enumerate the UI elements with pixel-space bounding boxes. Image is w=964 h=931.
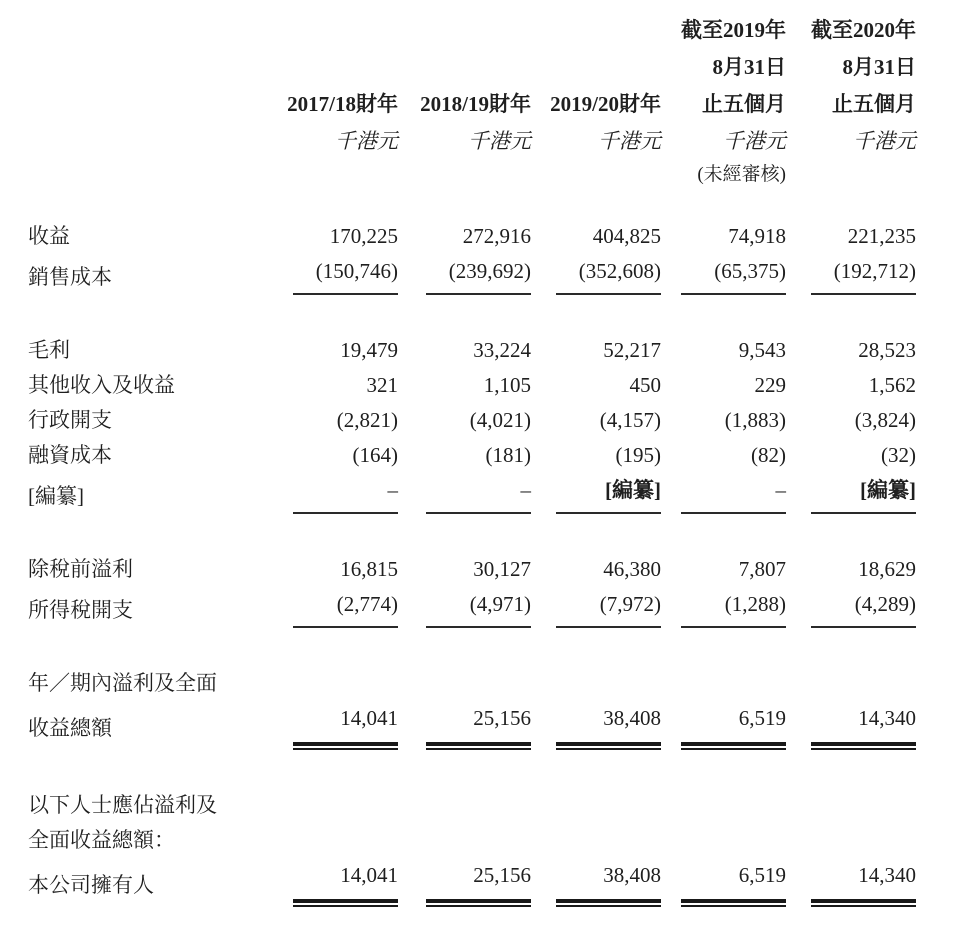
cell-value: 229 — [754, 373, 786, 397]
column-unit-label: 千港元 — [853, 129, 916, 153]
value-cell — [786, 788, 916, 823]
cell-value: 30,127 — [473, 557, 531, 581]
cell-value: (1,883) — [724, 408, 786, 432]
row-label: 銷售成本 — [28, 265, 112, 289]
value-cell — [398, 438, 531, 473]
value-cell — [283, 438, 398, 473]
cell-value: [編纂] — [811, 473, 916, 514]
spacer-cell — [28, 746, 916, 788]
table-row — [28, 666, 916, 701]
value-cell — [531, 552, 661, 587]
row-label: 收益總額 — [28, 716, 112, 740]
value-cell — [398, 858, 531, 903]
value-cell — [283, 552, 398, 587]
cell-value — [426, 823, 531, 858]
cell-value: 19,479 — [340, 338, 398, 362]
column-header-line: 截至2020年 — [811, 18, 916, 42]
cell-value: [編纂] — [556, 473, 661, 514]
cell-value: 52,217 — [603, 338, 661, 362]
spacer-cell — [28, 628, 916, 666]
value-cell — [398, 666, 531, 701]
cell-value: (181) — [485, 443, 531, 467]
cell-value — [681, 823, 786, 858]
cell-value: (4,157) — [599, 408, 661, 432]
cell-value — [293, 666, 398, 701]
column-unit-label: 千港元 — [335, 129, 398, 153]
column-header-line: 2019/20財年 — [550, 92, 661, 116]
table-row — [28, 587, 916, 628]
column-unaudited-note — [398, 160, 531, 193]
cell-value — [556, 788, 661, 823]
value-cell — [661, 219, 786, 254]
column-header-line: 截至2019年 — [681, 18, 786, 42]
table-row — [28, 788, 916, 823]
cell-value: (65,375) — [681, 254, 786, 295]
value-cell — [786, 368, 916, 403]
column-unit-label: 千港元 — [468, 129, 531, 153]
value-cell — [661, 823, 786, 858]
value-cell — [283, 666, 398, 701]
value-cell — [398, 333, 531, 368]
section-spacer — [28, 514, 916, 552]
header-row — [28, 12, 916, 193]
column-header-line — [531, 12, 661, 49]
cell-value: (3,824) — [854, 408, 916, 432]
value-cell — [398, 368, 531, 403]
cell-value: (195) — [615, 443, 661, 467]
table-row — [28, 858, 916, 903]
column-unaudited-note — [786, 160, 916, 193]
value-cell — [531, 587, 661, 628]
value-cell — [398, 701, 531, 746]
column-header-line: 8月31日 — [712, 55, 786, 79]
cell-value: 6,519 — [681, 858, 786, 903]
value-cell — [398, 552, 531, 587]
cell-value: 38,408 — [556, 858, 661, 903]
row-label: 全面收益總額： — [28, 828, 175, 852]
value-cell — [661, 788, 786, 823]
cell-value: – — [681, 473, 786, 514]
column-header-line — [398, 49, 531, 86]
value-cell — [398, 219, 531, 254]
cell-value — [426, 788, 531, 823]
value-cell — [661, 368, 786, 403]
cell-value: (1,288) — [681, 587, 786, 628]
value-cell — [786, 587, 916, 628]
value-cell — [283, 368, 398, 403]
cell-value: (2,821) — [336, 408, 398, 432]
value-cell — [398, 473, 531, 514]
value-cell — [283, 858, 398, 903]
cell-value: (164) — [352, 443, 398, 467]
cell-value — [681, 666, 786, 701]
cell-value: 33,224 — [473, 338, 531, 362]
value-cell — [661, 701, 786, 746]
income-statement-table — [28, 12, 916, 903]
cell-value: 25,156 — [426, 858, 531, 903]
table-row — [28, 552, 916, 587]
cell-value: 14,041 — [293, 858, 398, 903]
column-header — [531, 12, 661, 193]
value-cell — [531, 219, 661, 254]
value-cell — [661, 254, 786, 295]
column-header — [283, 12, 398, 193]
column-header — [661, 12, 786, 193]
value-cell — [531, 368, 661, 403]
cell-value: 221,235 — [847, 224, 916, 248]
table-row — [28, 823, 916, 858]
column-header-line: 止五個月 — [702, 92, 786, 116]
value-cell — [531, 788, 661, 823]
value-cell — [283, 219, 398, 254]
value-cell — [661, 587, 786, 628]
section-spacer — [28, 628, 916, 666]
row-label: 所得稅開支 — [28, 598, 133, 622]
cell-value: 25,156 — [426, 701, 531, 746]
value-cell — [398, 403, 531, 438]
cell-value: (32) — [881, 443, 916, 467]
column-unaudited-note: (未經審核) — [697, 164, 786, 185]
value-cell — [661, 666, 786, 701]
cell-value: 14,041 — [293, 701, 398, 746]
column-header-line: 止五個月 — [832, 92, 916, 116]
column-header-line — [283, 12, 398, 49]
value-cell — [531, 403, 661, 438]
value-cell — [786, 333, 916, 368]
value-cell — [531, 823, 661, 858]
value-cell — [283, 701, 398, 746]
value-cell — [531, 333, 661, 368]
cell-value: 272,916 — [462, 224, 531, 248]
cell-value: (192,712) — [811, 254, 916, 295]
cell-value — [556, 823, 661, 858]
value-cell — [661, 858, 786, 903]
table-header — [28, 12, 916, 193]
column-unaudited-note — [283, 160, 398, 193]
table-row — [28, 473, 916, 514]
cell-value: – — [293, 473, 398, 514]
cell-value: 7,807 — [738, 557, 786, 581]
column-header-line: 8月31日 — [842, 55, 916, 79]
cell-value: 1,105 — [483, 373, 531, 397]
cell-value: 14,340 — [811, 701, 916, 746]
value-cell — [786, 858, 916, 903]
cell-value: 170,225 — [329, 224, 398, 248]
value-cell — [786, 403, 916, 438]
cell-value — [681, 788, 786, 823]
cell-value: 28,523 — [858, 338, 916, 362]
cell-value — [811, 788, 916, 823]
value-cell — [398, 788, 531, 823]
cell-value — [811, 823, 916, 858]
value-cell — [531, 438, 661, 473]
value-cell — [786, 701, 916, 746]
spacer-cell — [28, 193, 916, 219]
table-row — [28, 368, 916, 403]
cell-value: 321 — [366, 373, 398, 397]
column-header-line — [531, 49, 661, 86]
row-label: 收益 — [28, 224, 70, 248]
value-cell — [531, 473, 661, 514]
cell-value: 16,815 — [340, 557, 398, 581]
cell-value: – — [426, 473, 531, 514]
column-header-line: 2018/19財年 — [420, 92, 531, 116]
cell-value: 450 — [629, 373, 661, 397]
cell-value: (7,972) — [556, 587, 661, 628]
column-unaudited-note — [531, 160, 661, 193]
value-cell — [661, 473, 786, 514]
column-header-line — [398, 12, 531, 49]
cell-value: (4,021) — [469, 408, 531, 432]
value-cell — [531, 666, 661, 701]
value-cell — [786, 823, 916, 858]
value-cell — [398, 823, 531, 858]
row-label: 本公司擁有人 — [28, 873, 154, 897]
cell-value: 6,519 — [681, 701, 786, 746]
section-spacer — [28, 295, 916, 333]
value-cell — [398, 587, 531, 628]
cell-value: 46,380 — [603, 557, 661, 581]
cell-value: (4,971) — [426, 587, 531, 628]
column-unit-label: 千港元 — [598, 129, 661, 153]
cell-value: (352,608) — [556, 254, 661, 295]
cell-value: (239,692) — [426, 254, 531, 295]
cell-value: 1,562 — [868, 373, 916, 397]
value-cell — [661, 333, 786, 368]
cell-value — [293, 823, 398, 858]
section-spacer — [28, 193, 916, 219]
value-cell — [531, 858, 661, 903]
cell-value: 38,408 — [556, 701, 661, 746]
value-cell — [661, 552, 786, 587]
cell-value: 404,825 — [592, 224, 661, 248]
value-cell — [786, 552, 916, 587]
row-label: 其他收入及收益 — [28, 373, 175, 397]
table-row — [28, 438, 916, 473]
value-cell — [786, 219, 916, 254]
value-cell — [283, 788, 398, 823]
table-body — [28, 193, 916, 903]
table-row — [28, 701, 916, 746]
column-header — [786, 12, 916, 193]
value-cell — [786, 473, 916, 514]
value-cell — [283, 333, 398, 368]
value-cell — [786, 666, 916, 701]
financial-statement-page — [0, 12, 964, 931]
column-header-line — [283, 49, 398, 86]
value-cell — [531, 254, 661, 295]
cell-value: (4,289) — [811, 587, 916, 628]
spacer-cell — [28, 514, 916, 552]
cell-value — [293, 788, 398, 823]
cell-value — [426, 666, 531, 701]
row-label: 以下人士應佔溢利及 — [28, 793, 217, 817]
cell-value: (150,746) — [293, 254, 398, 295]
table-row — [28, 333, 916, 368]
cell-value: (82) — [751, 443, 786, 467]
value-cell — [283, 823, 398, 858]
value-cell — [786, 438, 916, 473]
cell-value — [811, 666, 916, 701]
row-label: 除稅前溢利 — [28, 557, 133, 581]
value-cell — [786, 254, 916, 295]
cell-value: 18,629 — [858, 557, 916, 581]
row-label: 行政開支 — [28, 408, 112, 432]
value-cell — [661, 403, 786, 438]
value-cell — [283, 254, 398, 295]
row-label: 毛利 — [28, 338, 70, 362]
row-label: [編纂] — [28, 484, 84, 508]
column-header — [398, 12, 531, 193]
value-cell — [661, 438, 786, 473]
value-cell — [398, 254, 531, 295]
value-cell — [283, 473, 398, 514]
cell-value — [556, 666, 661, 701]
section-spacer — [28, 746, 916, 788]
table-row — [28, 254, 916, 295]
cell-value: 9,543 — [738, 338, 786, 362]
spacer-cell — [28, 295, 916, 333]
table-row — [28, 403, 916, 438]
column-unit-label: 千港元 — [723, 129, 786, 153]
row-label: 融資成本 — [28, 443, 112, 467]
value-cell — [531, 701, 661, 746]
table-row — [28, 219, 916, 254]
column-header-line: 2017/18財年 — [287, 92, 398, 116]
value-cell — [283, 403, 398, 438]
row-label: 年／期內溢利及全面 — [28, 671, 217, 695]
cell-value: (2,774) — [293, 587, 398, 628]
header-label-spacer — [28, 12, 283, 193]
value-cell — [283, 587, 398, 628]
cell-value: 14,340 — [811, 858, 916, 903]
cell-value: 74,918 — [728, 224, 786, 248]
